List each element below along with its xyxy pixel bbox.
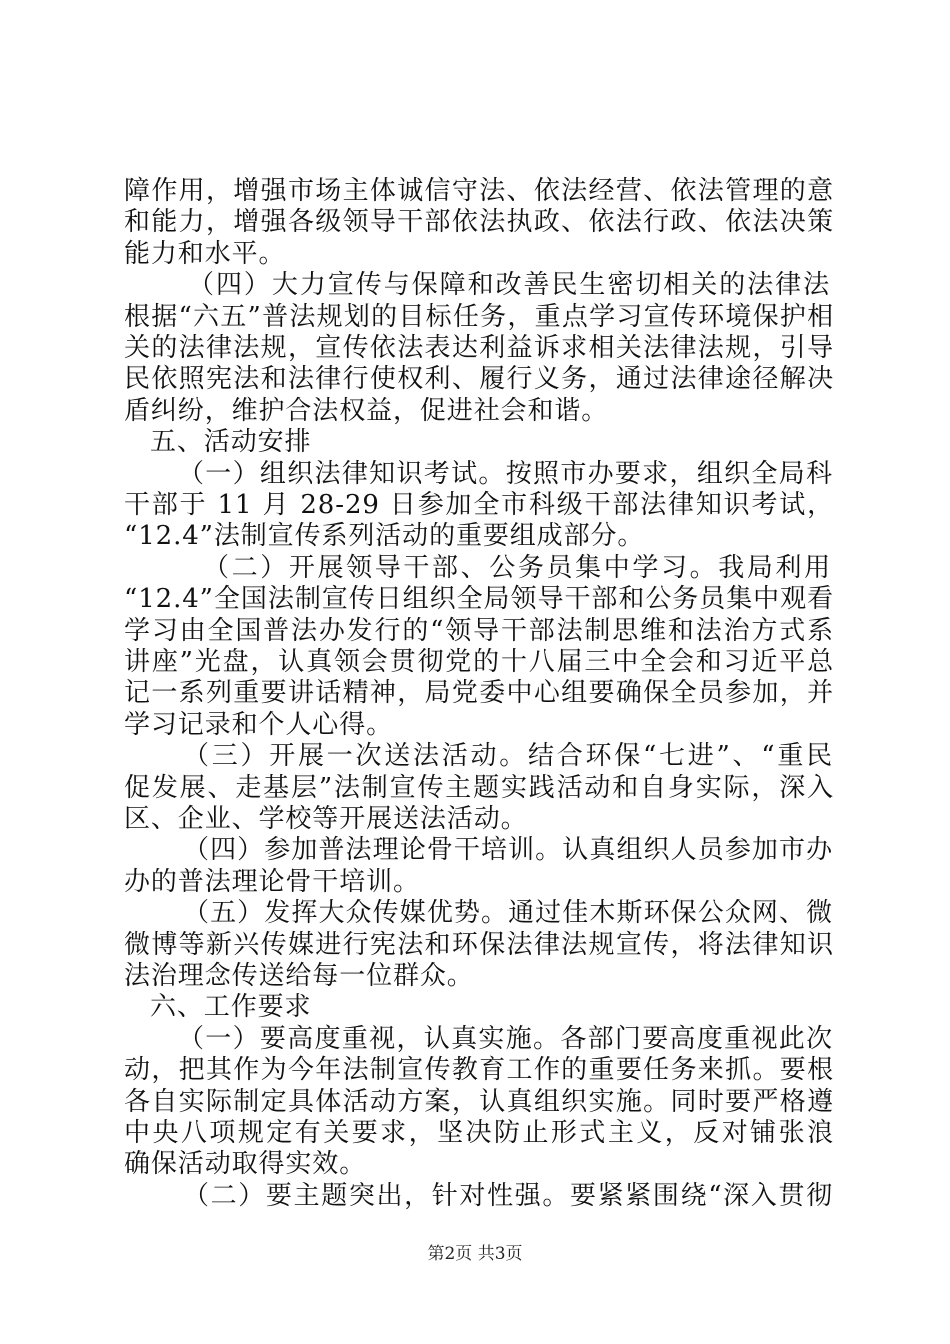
body-text-line: 法治理念传送给每一位群众。 bbox=[124, 961, 474, 991]
section-heading-4: （四）大力宣传与保障和改善民生密切相关的法律法 bbox=[188, 270, 830, 301]
body-text-line: 促发展、走基层”法制宣传主题实践活动和自身实际，深入 bbox=[124, 772, 834, 803]
body-text-line: 民依照宪法和法律行使权利、履行义务，通过法律途径解决 bbox=[124, 364, 834, 395]
body-text-line: 动，把其作为今年法制宣传教育工作的重要任务来抓。要根 bbox=[124, 1055, 834, 1086]
item-heading-4: （四）参加普法理论骨干培训。认真组织人员参加市办 bbox=[183, 835, 833, 866]
item-heading-1: （一）组织法律知识考试。按照市办要求，组织全局科 bbox=[178, 458, 833, 489]
item-heading-5: （五）发挥大众传媒优势。通过佳木斯环保公众网、微 bbox=[183, 898, 833, 929]
body-text-line: 讲座”光盘，认真领会贯彻党的十八届三中全会和习近平总 bbox=[124, 647, 834, 677]
body-text-line: 学习记录和个人心得。 bbox=[124, 709, 394, 740]
body-text-line: 记一系列重要讲话精神，局党委中心组要确保全员参加，并 bbox=[124, 678, 834, 709]
body-text-line: 关的法律法规，宣传依法表达利益诉求相关法律法规，引导 bbox=[124, 333, 834, 363]
body-text-line: 确保活动取得实效。 bbox=[124, 1149, 367, 1180]
section-heading-six: 六、工作要求 bbox=[150, 992, 312, 1023]
body-text-line: 各自实际制定具体活动方案，认真组织实施。同时要严格遵 bbox=[124, 1086, 834, 1117]
body-text-line: 微博等新兴传媒进行宪法和环保法律法规宣传，将法律知识 bbox=[124, 929, 834, 960]
body-text-line: 障作用，增强市场主体诚信守法、依法经营、依法管理的意 bbox=[124, 176, 834, 206]
item-heading-3: （三）开展一次送法活动。结合环保“七进”、“重民 bbox=[183, 741, 833, 772]
item-heading-2: （二）开展领导干部、公务员集中学习。我局利用 bbox=[203, 552, 831, 583]
body-text-line: 学习由全国普法办发行的“领导干部法制思维和法治方式系 bbox=[124, 615, 834, 646]
section-heading-five: 五、活动安排 bbox=[150, 427, 312, 458]
item-heading-req-1: （一）要高度重视，认真实施。各部门要高度重视此次 bbox=[178, 1023, 833, 1054]
body-text-line: 盾纠纷，维护合法权益，促进社会和谐。 bbox=[124, 395, 609, 426]
body-text-line: 区、企业、学校等开展送法活动。 bbox=[124, 804, 528, 834]
body-text-line: 和能力，增强各级领导干部依法执政、依法行政、依法决策 bbox=[124, 207, 834, 238]
body-text-line: 能力和水平。 bbox=[124, 238, 286, 269]
page-number-footer: 第2页 共3页 bbox=[427, 1244, 523, 1264]
body-text-line: 办的普法理论骨干培训。 bbox=[124, 866, 420, 897]
body-text-line: 干部于 11 月 28-29 日参加全市科级干部法律知识考试， bbox=[124, 490, 834, 520]
body-text-line: 根据“六五”普法规划的目标任务，重点学习宣传环境保护相 bbox=[124, 301, 834, 332]
item-heading-req-2: （二）要主题突出，针对性强。要紧紧围绕“深入贯彻 bbox=[183, 1180, 833, 1211]
body-text-line: “12.4”法制宣传系列活动的重要组成部分。 bbox=[124, 521, 645, 552]
body-text-line: 中央八项规定有关要求，坚决防止形式主义，反对铺张浪 bbox=[124, 1118, 834, 1148]
body-text-line: “12.4”全国法制宣传日组织全局领导干部和公务员集中观看 bbox=[124, 584, 834, 615]
